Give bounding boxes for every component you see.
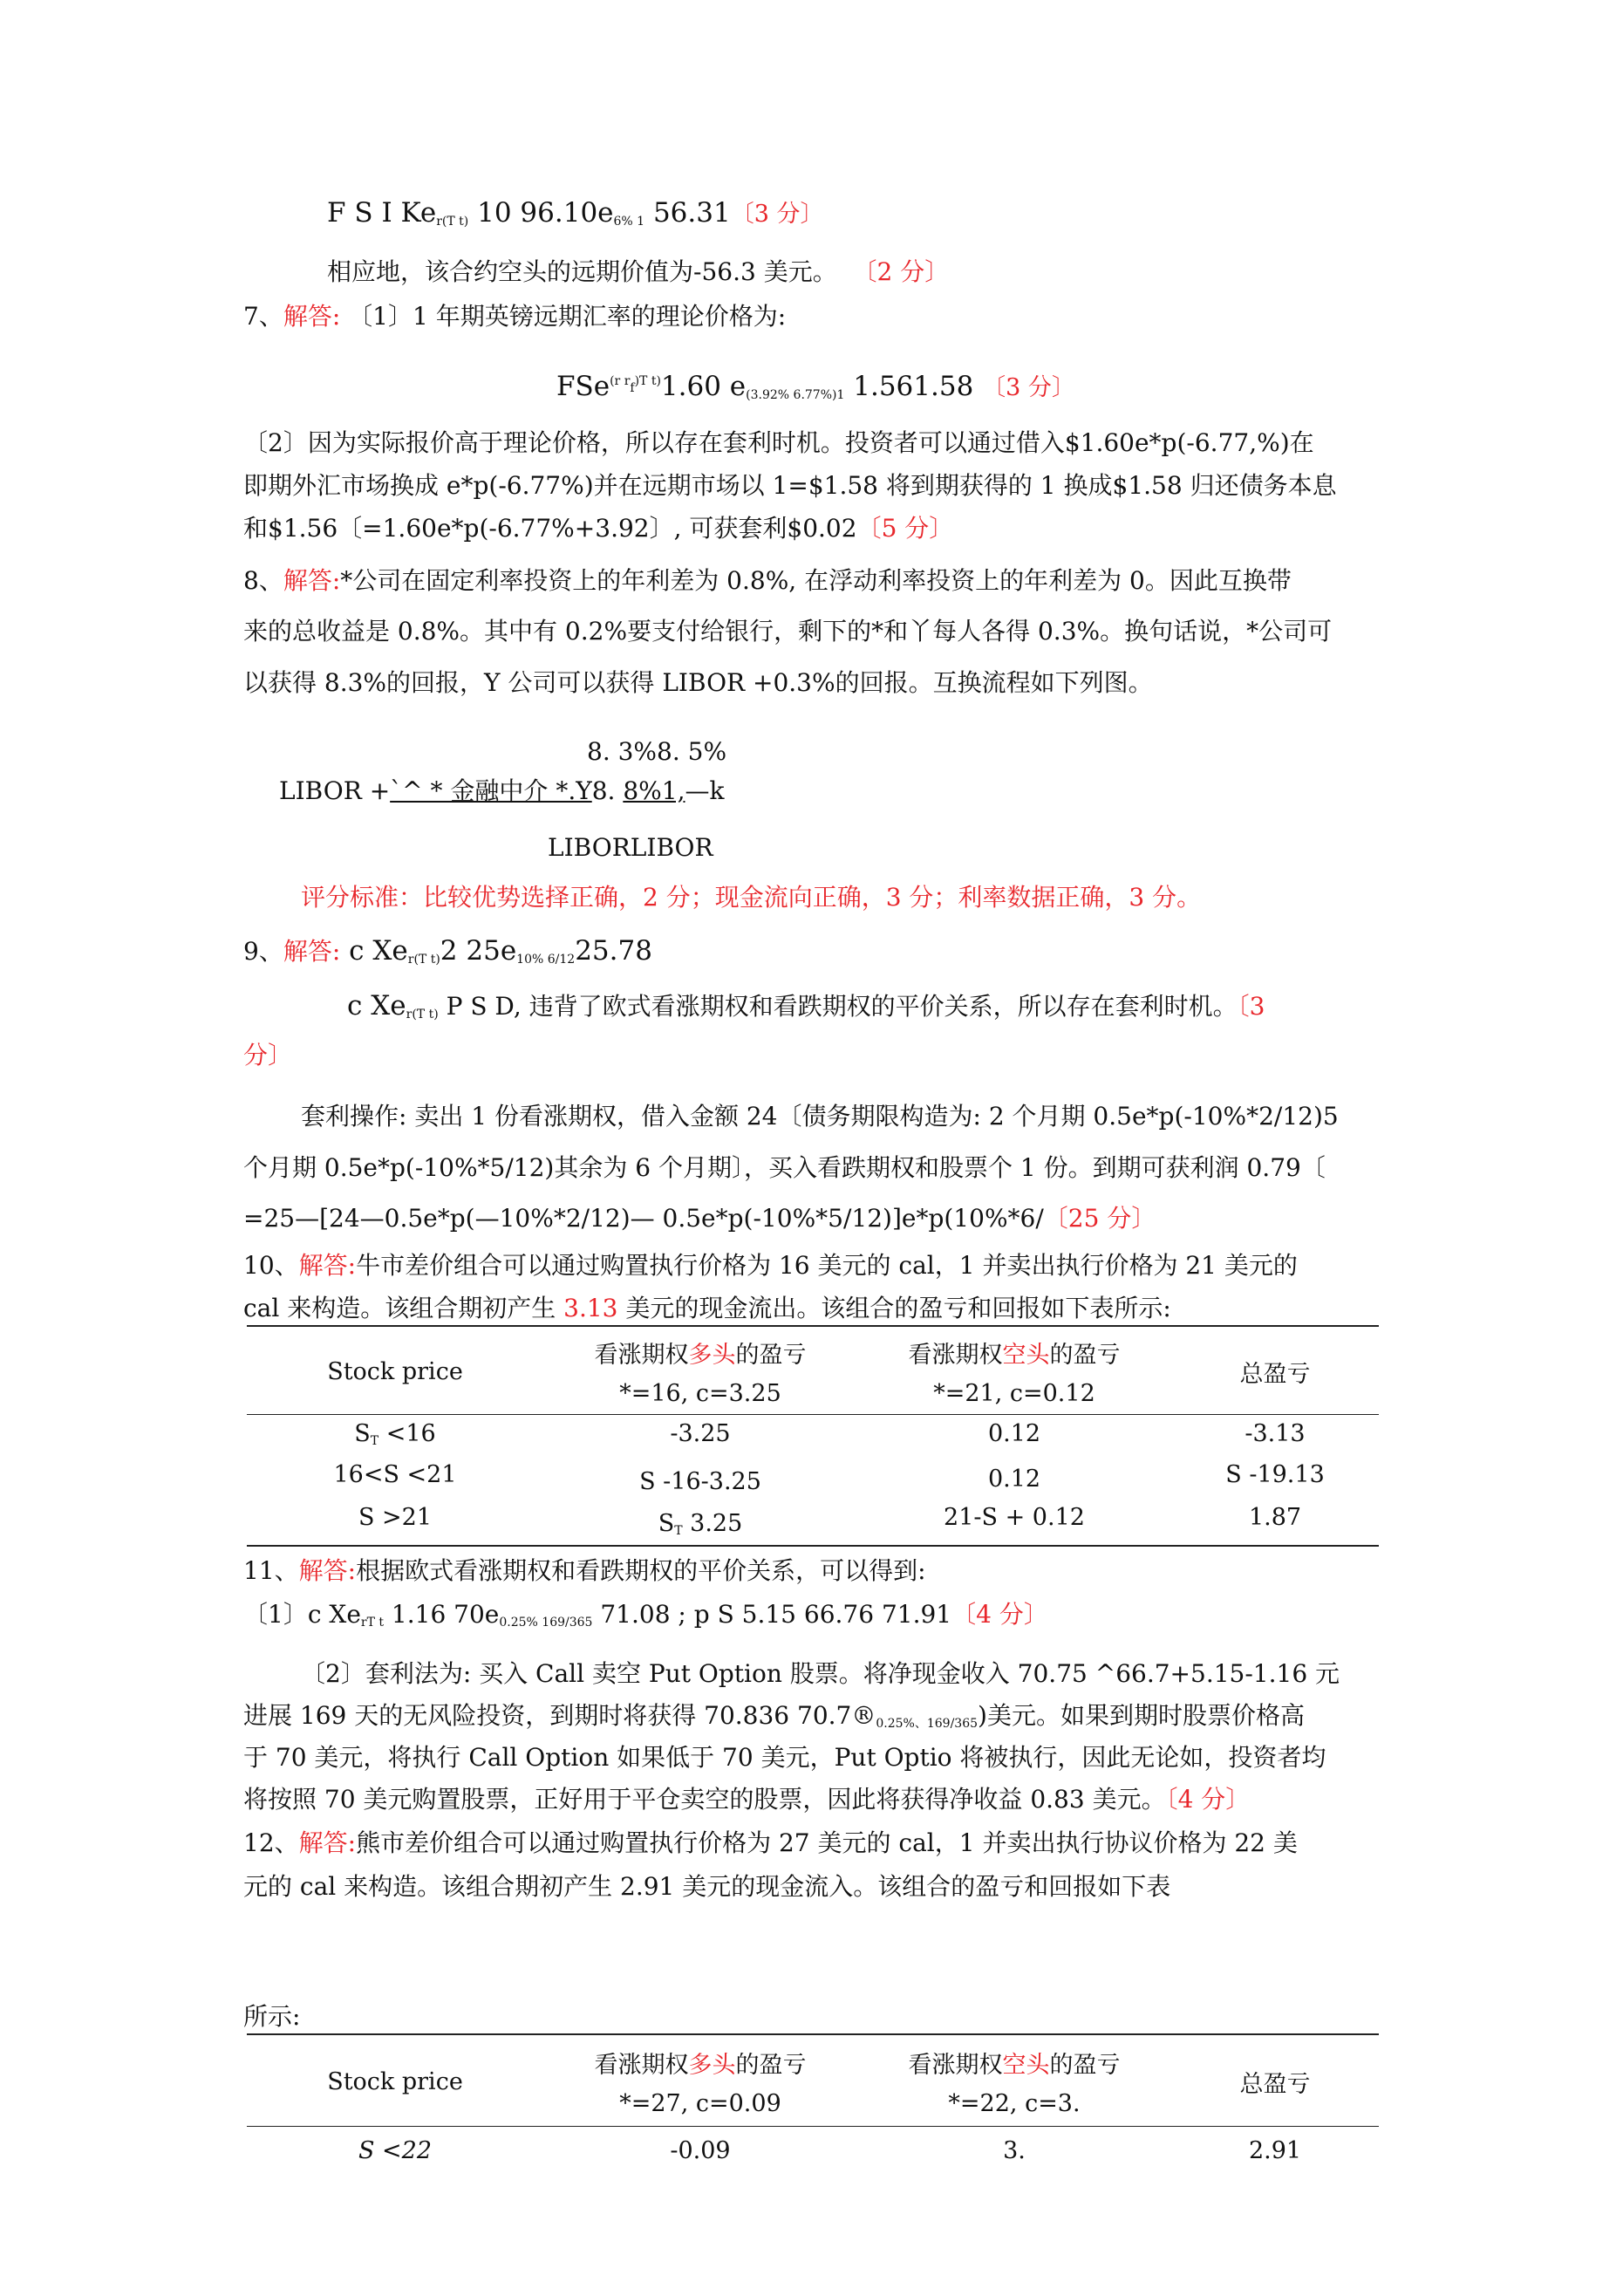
- table2-header-row: [247, 2039, 1379, 2124]
- q10-line2: cal 来构造。该组合期初产生 3.13 美元的现金流出。该组合的盈亏和回报如下表所示:: [243, 1294, 1171, 1322]
- q11-arb-line2: 进展 169 天的无风险投资，到期时将获得 70.836 70.7®0.25%、169/365)美元。如果到期时股票价格高: [243, 1701, 1305, 1731]
- diagram-top-rates: 8. 3%8. 5%: [587, 737, 727, 766]
- table1-header-row: [247, 1330, 1379, 1412]
- q8-line1: 8、解答:*公司在固定利率投资上的年利差为 0.8%, 在浮动利率投资上的年利差为 0。因此互换带: [243, 566, 1292, 595]
- table1-h-short: 看涨期权空头的盈亏 *=21, c=0.12: [908, 1342, 1121, 1407]
- table2-h-stock: Stock price: [327, 2067, 463, 2095]
- table-row: S <22 -0.09 3. 2.91: [358, 2136, 1302, 2164]
- q7-p2-line2: 即期外汇市场换成 e*p(-6.77%)并在远期市场以 1=$1.58 将到期获得的 1 换成$1.58 归还债务本息: [243, 471, 1337, 500]
- diagram-bottom: LIBORLIBOR: [548, 833, 713, 862]
- q11-arb-line4: 将按照 70 美元购置股票，正好用于平仓卖空的股票，因此将获得净收益 0.83 美元。〔4 分〕: [243, 1785, 1251, 1814]
- table2-h-short: 看涨期权空头的盈亏 *=22, c=3.: [908, 2052, 1121, 2117]
- short-value-line: 相应地，该合约空头的远期价值为-56.3 美元。 〔2 分〕: [327, 257, 950, 286]
- q9-score-tail: 分〕: [243, 1041, 293, 1069]
- table-row: ST <16 -3.25 0.12 -3.13: [354, 1419, 1306, 1448]
- formula-forward-price: F S I Ker(T t) 10 96.10e6% 1 56.31〔3 分〕: [327, 197, 824, 229]
- diagram-middle: LIBOR +`^ * 金融中介 *.Y8. 8%1,—k: [279, 776, 725, 805]
- q7-formula: $FSe^{(r r}f^{)T t)}1.60$ e(3.92% 6.77%)1 1.561.58 〔3 分〕: [556, 371, 1075, 402]
- q10-line1: 10、解答:牛市差价组合可以通过购置执行价格为 16 美元的 cal，1 并卖出执行价格为 21 美元的: [243, 1251, 1298, 1280]
- grading-criteria: 评分标准：比较优势选择正确，2 分；现金流向正确，3 分；利率数据正确，3 分。: [301, 883, 1202, 912]
- q11-heading: 11、解答:根据欧式看涨期权和看跌期权的平价关系，可以得到:: [243, 1556, 926, 1585]
- q9-arb-line1: 套利操作: 卖出 1 份看涨期权，借入金额 24〔债务期限构造为: 2 个月期 0.5e*p(-10%*2/12)5: [301, 1102, 1339, 1131]
- q9-heading: 9、解答: c Xer(T t)2 25e10% 6/1225.78: [243, 935, 652, 967]
- table1-bottom-rule: [247, 1545, 1379, 1547]
- q9-arb-line3: =25—[24—0.5e*p(—10%*2/12)— 0.5e*p(-10%*5/12)]e*p(10%*6/〔25 分〕: [243, 1204, 1156, 1233]
- table2-h-long: 看涨期权多头的盈亏 *=27, c=0.09: [594, 2052, 807, 2117]
- table1-bull-spread: [247, 1330, 1379, 1539]
- table2-top-rule: [247, 2033, 1379, 2035]
- q12-tail: 所示:: [243, 2002, 301, 2031]
- q7-p2-line1: 〔2〕因为实际报价高于理论价格，所以存在套利时机。投资者可以通过借入$1.60e*p(-6.77,%)在: [243, 428, 1314, 457]
- q12-line2: 元的 cal 来构造。该组合期初产生 2.91 美元的现金流入。该组合的盈亏和回报如下表: [243, 1872, 1171, 1901]
- table1-h-stock: Stock price: [327, 1357, 463, 1385]
- table1-h-total: 总盈亏: [1239, 1360, 1311, 1388]
- table1-h-long: 看涨期权多头的盈亏 *=16, c=3.25: [594, 1342, 807, 1407]
- table-row: S >21 ST 3.25 21-S + 0.12 1.87: [358, 1503, 1302, 1538]
- q7-heading: 7、解答: 〔1〕1 年期英镑远期汇率的理论价格为:: [243, 302, 787, 331]
- q9-arb-line2: 个月期 0.5e*p(-10%*5/12)其余为 6 个月期〕，买入看跌期权和股票个 1 份。到期可获利润 0.79〔: [243, 1153, 1326, 1182]
- table-row: 16<S <21 S -16-3.25 0.12 S -19.13: [333, 1461, 1325, 1495]
- q8-line2: 来的总收益是 0.8%。其中有 0.2%要支付给银行，剩下的*和丫每人各得 0.3%。换句话说，*公司可: [243, 617, 1333, 646]
- table2-bear-spread: [247, 2039, 1379, 2176]
- q12-line1: 12、解答:熊市差价组合可以通过购置执行价格为 27 美元的 cal，1 并卖出执行协议价格为 22 美: [243, 1828, 1298, 1857]
- table1-top-rule: [247, 1325, 1379, 1327]
- q11-arb-line1: 〔2〕套利法为: 买入 Call 卖空 Put Option 股票。将净现金收入 70.75 ^66.7+5.15-1.16 元: [301, 1659, 1340, 1688]
- table2-h-total: 总盈亏: [1239, 2070, 1311, 2098]
- q7-p2-line3: 和$1.56〔=1.60e*p(-6.77%+3.92〕, 可获套利$0.02〔5 分〕: [243, 514, 954, 543]
- q11-arb-line3: 于 70 美元，将执行 Call Option 如果低于 70 美元，Put Optio 将被执行，因此无论如，投资者均: [243, 1743, 1326, 1772]
- q9-parity-line: c Xer(T t) P S D, 违背了欧式看涨期权和看跌期权的平价关系，所以存在套利时机。〔3: [347, 990, 1265, 1022]
- q8-line3: 以获得 8.3%的回报，Y 公司可以获得 LIBOR +0.3%的回报。互换流程如下列图。: [243, 668, 1153, 697]
- q11-formula: 〔1〕c XerT t 1.16 70e0.25% 169/365 71.08 ; p S 5.15 66.76 71.91〔4 分〕: [243, 1600, 1048, 1630]
